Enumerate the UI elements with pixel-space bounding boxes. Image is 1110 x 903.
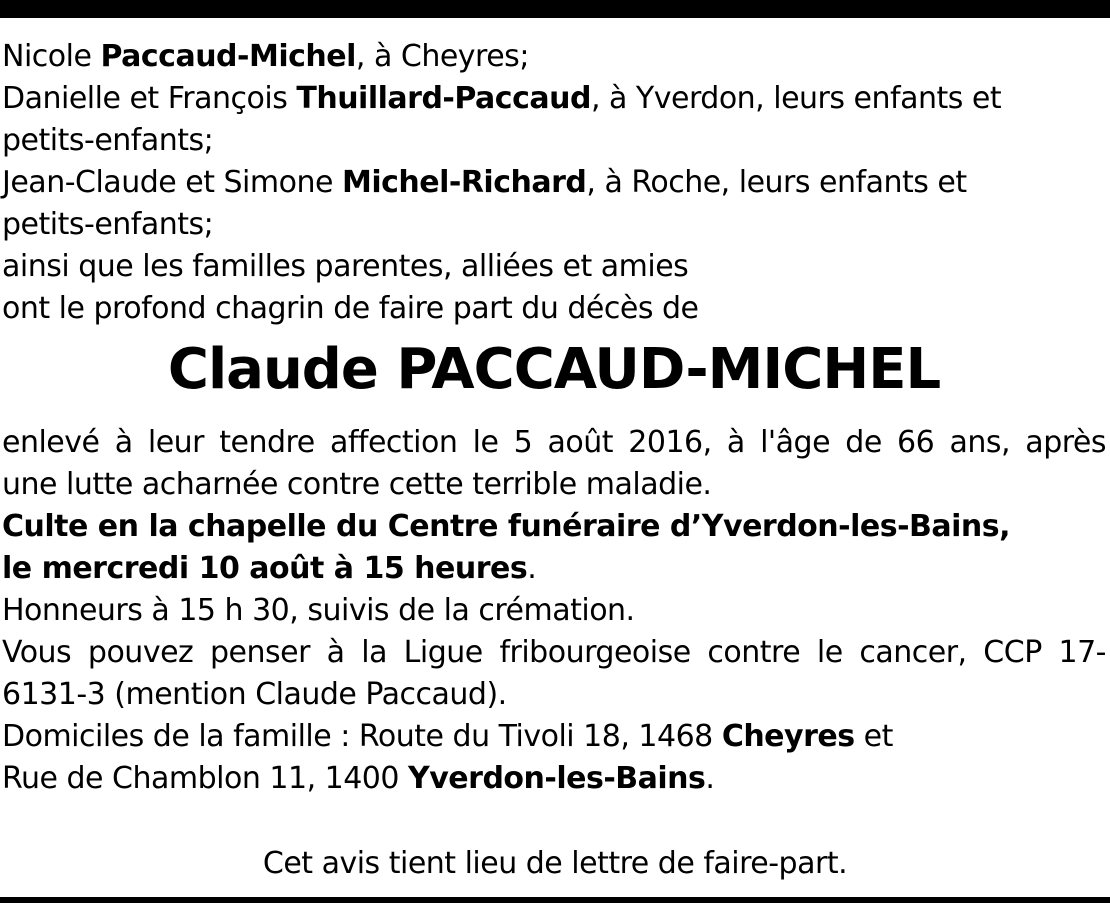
domicile-line-2: Rue de Chamblon 11, 1400 Yverdon-les-Bains. [2,761,715,796]
closing-note: Cet avis tient lieu de lettre de faire-part. [262,846,848,881]
obituary-body [2,36,1106,800]
honours-line: Honneurs à 15 h 30, suivis de la crémation. [2,593,635,628]
family-line-4: Jean-Claude et Simone Michel-Richard, à Roche, leurs enfants et [2,165,967,200]
bottom-rule [0,897,1110,903]
donation-line-1: Vous pouvez penser à la Ligue fribourgeoise contre le cancer, CCP 17- [2,635,1106,670]
surname-bold: Paccaud-Michel [100,39,356,74]
announcement-line-1: enlevé à leur tendre affection le 5 août 2016, à l'âge de 66 ans, après [2,425,1106,460]
family-line-6: ainsi que les familles parentes, alliées et amies [2,249,689,284]
family-line-3: petits-enfants; [2,123,214,158]
family-line-5: petits-enfants; [2,207,214,242]
service-date-bold: le mercredi 10 août à 15 heures [2,551,528,586]
donation-line-2: 6131-3 (mention Claude Paccaud). [2,677,507,712]
family-line-2: Danielle et François Thuillard-Paccaud, à Yverdon, leurs enfants et [2,81,1002,116]
town-bold: Yverdon-les-Bains [408,761,706,796]
town-bold: Cheyres [721,719,855,754]
top-rule [0,0,1110,18]
service-line-2: le mercredi 10 août à 15 heures. [2,551,537,586]
surname-bold: Thuillard-Paccaud [296,81,591,116]
service-line-1: Culte en la chapelle du Centre funéraire d’Yverdon-les-Bains, [2,509,1011,544]
domicile-line-1: Domiciles de la famille : Route du Tivoli 18, 1468 Cheyres et [2,719,893,754]
family-line-1: Nicole Paccaud-Michel, à Cheyres; [2,39,529,74]
deceased-name: Claude PACCAUD-MICHEL [167,337,941,402]
family-line-7: ont le profond chagrin de faire part du décès de [2,291,699,326]
announcement-line-2: une lutte acharnée contre cette terrible maladie. [2,467,712,502]
surname-bold: Michel-Richard [341,165,587,200]
